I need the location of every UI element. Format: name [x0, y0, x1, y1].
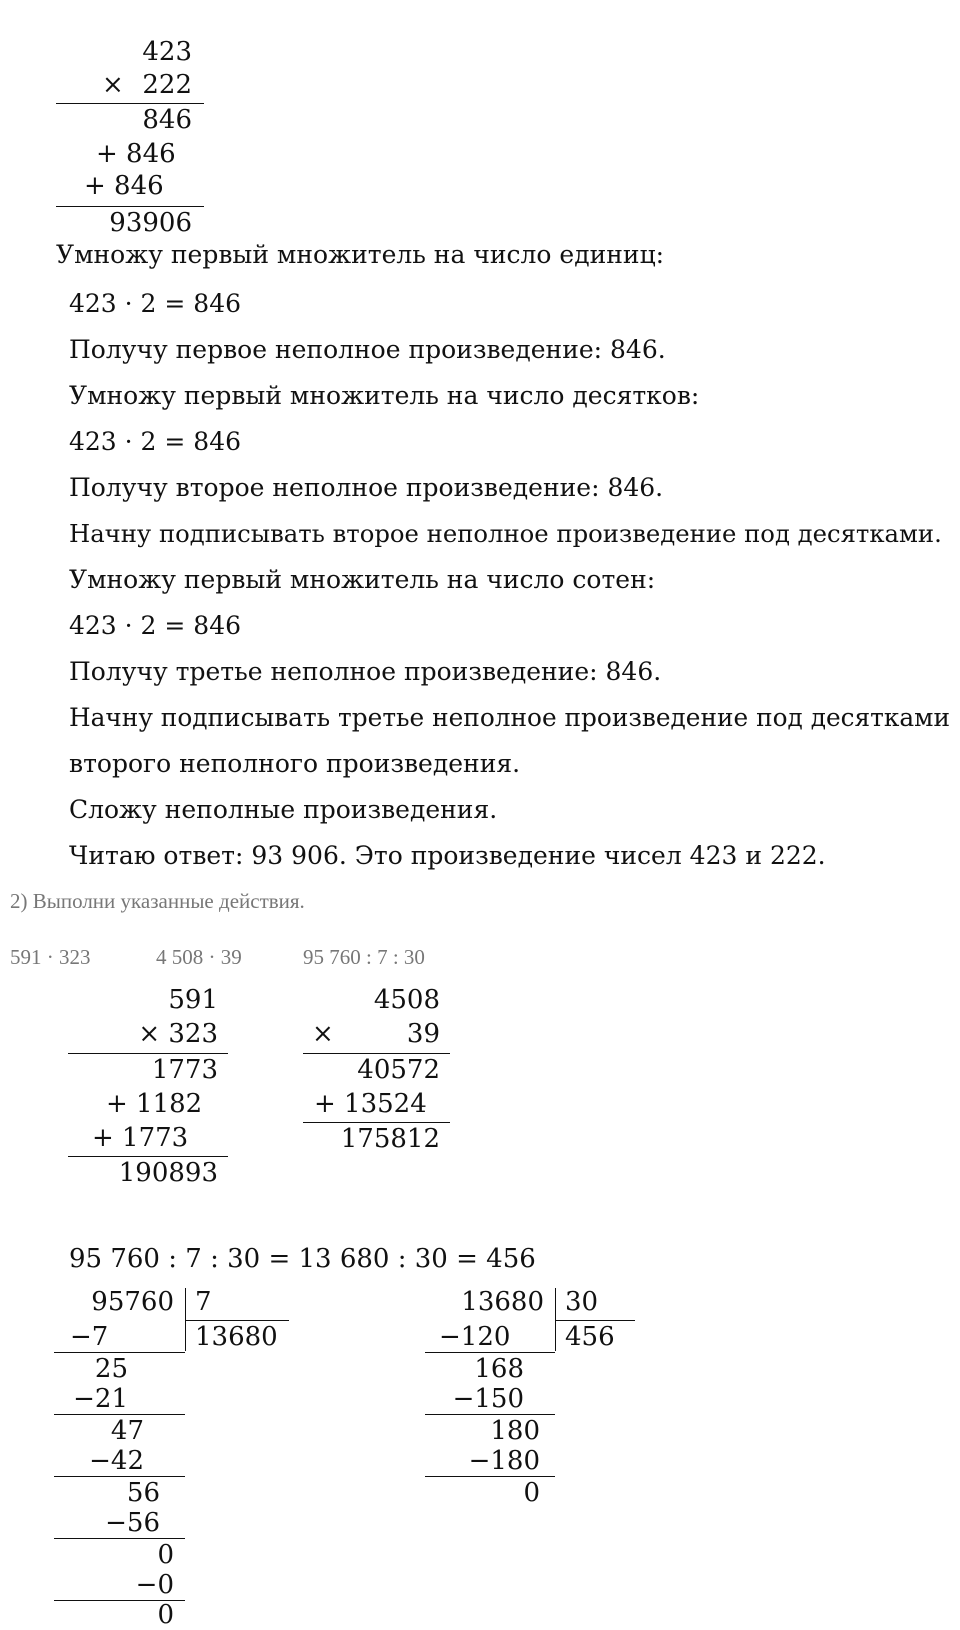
- subtrahend: −0: [135, 1570, 174, 1600]
- times-sign: ×: [312, 1019, 334, 1049]
- rule-line: [54, 1352, 185, 1353]
- task-title: 2) Выполни указанные действия.: [10, 889, 305, 913]
- times-sign: ×: [102, 70, 124, 100]
- product-result: 93906: [109, 208, 192, 238]
- explanation-line: Сложу неполные произведения.: [69, 795, 498, 824]
- subtrahend: −120: [439, 1322, 511, 1352]
- subtrahend: −180: [468, 1446, 540, 1476]
- explanation-line: 423 · 2 = 846: [69, 427, 242, 456]
- rule-line: [303, 1053, 450, 1054]
- explanation-line: Умножу первый множитель на число десятков:: [69, 381, 700, 410]
- rule-line: [425, 1414, 555, 1415]
- partial-product-2: + 13524: [314, 1089, 427, 1119]
- partial-product-1: 40572: [357, 1055, 440, 1085]
- rule-line: [185, 1320, 289, 1321]
- explanation-line: Умножу первый множитель на число единиц:: [56, 240, 665, 269]
- remainder: 168: [474, 1354, 524, 1384]
- remainder: 25: [94, 1354, 128, 1384]
- explanation-line: Получу третье неполное произведение: 846.: [69, 657, 662, 686]
- subtrahend: −21: [73, 1384, 128, 1414]
- rule-line: [56, 206, 204, 207]
- explanation-line: 423 · 2 = 846: [69, 289, 242, 318]
- remainder: 56: [126, 1478, 160, 1508]
- product-result: 175812: [340, 1124, 440, 1154]
- partial-product-2: + 846: [96, 139, 176, 169]
- remainder: 0: [157, 1540, 174, 1570]
- task-expression: 4 508 · 39: [156, 945, 242, 969]
- rule-line: [425, 1476, 555, 1477]
- factor-b: 222: [142, 70, 192, 100]
- explanation-line: Умножу первый множитель на число сотен:: [69, 565, 656, 594]
- quotient: 13680: [195, 1322, 278, 1352]
- factor-a: 423: [142, 37, 192, 67]
- explanation-line: второго неполного произведения.: [69, 749, 521, 778]
- factor-b: 39: [406, 1019, 440, 1049]
- partial-product-3: + 1773: [92, 1123, 189, 1153]
- rule-line: [56, 103, 204, 104]
- rule-line: [54, 1538, 185, 1539]
- partial-product-3: + 846: [84, 171, 164, 201]
- subtrahend: −150: [452, 1384, 524, 1414]
- partial-product-1: 846: [142, 105, 192, 135]
- explanation-line: Начну подписывать второе неполное произведение под десятками.: [69, 519, 942, 548]
- dividend: 95760: [91, 1287, 174, 1317]
- explanation-line: Получу первое неполное произведение: 846.: [69, 335, 666, 364]
- remainder: 0: [523, 1478, 540, 1508]
- explanation-line: 423 · 2 = 846: [69, 611, 242, 640]
- factor-b: × 323: [138, 1019, 218, 1049]
- explanation-line: Начну подписывать третье неполное произведение под десятками: [69, 703, 950, 732]
- rule-line: [54, 1414, 185, 1415]
- rule-line: [68, 1053, 228, 1054]
- factor-a: 4508: [373, 985, 440, 1015]
- remainder: 47: [110, 1416, 144, 1446]
- partial-product-1: 1773: [151, 1055, 218, 1085]
- remainder: 0: [157, 1600, 174, 1630]
- quotient: 456: [565, 1322, 615, 1352]
- subtrahend: −56: [105, 1508, 160, 1538]
- rule-line: [425, 1352, 555, 1353]
- rule-line: [303, 1122, 450, 1123]
- explanation-line: Читаю ответ: 93 906. Это произведение чисел 423 и 222.: [69, 841, 826, 870]
- divisor: 30: [565, 1287, 599, 1317]
- rule-line: [555, 1320, 635, 1321]
- explanation-line: Получу второе неполное произведение: 846.: [69, 473, 664, 502]
- chain-expression: 95 760 : 7 : 30 = 13 680 : 30 = 456: [69, 1244, 536, 1274]
- rule-line: [54, 1476, 185, 1477]
- factor-a: 591: [168, 985, 218, 1015]
- subtrahend: −42: [89, 1446, 144, 1476]
- task-expression: 591 · 323: [10, 945, 91, 969]
- subtrahend: −7: [70, 1322, 109, 1352]
- product-result: 190893: [118, 1158, 218, 1188]
- partial-product-2: + 1182: [106, 1089, 203, 1119]
- divisor: 7: [195, 1287, 212, 1317]
- dividend: 13680: [461, 1287, 544, 1317]
- rule-line: [68, 1156, 228, 1157]
- task-expression: 95 760 : 7 : 30: [303, 945, 425, 969]
- remainder: 180: [490, 1416, 540, 1446]
